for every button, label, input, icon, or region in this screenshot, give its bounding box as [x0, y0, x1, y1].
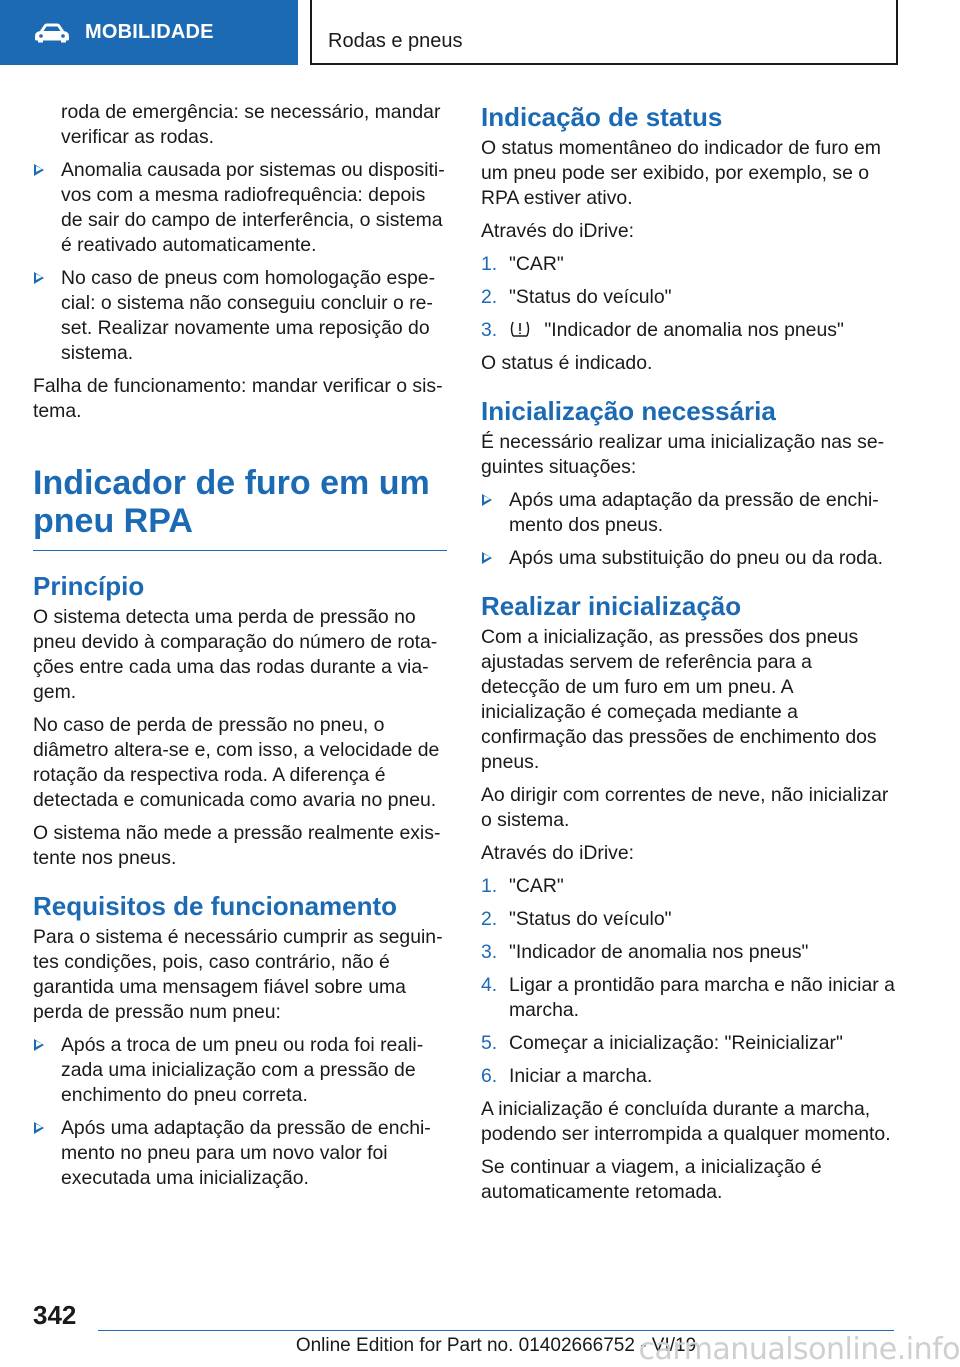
section-heading: Indicação de status — [481, 102, 723, 132]
bullet-list — [33, 158, 447, 366]
step-text: "Indicador de anomalia nos pneus" — [509, 941, 809, 963]
list-item — [481, 285, 895, 310]
list-item-text: Após a troca de um pneu ou roda foi realizada uma inicialização com a pressão de enchimento do pneu correta. — [61, 1034, 424, 1106]
paragraph: Através do iDrive: — [481, 220, 635, 242]
list-item-text: Após uma substituição do pneu ou da roda. — [509, 547, 884, 569]
numbered-list — [481, 252, 895, 343]
paragraph: Falha de funcionamento: mandar verificar o sistema. — [33, 375, 443, 422]
step-number: 2. — [481, 908, 498, 930]
list-item — [481, 940, 895, 965]
edition-note: Online Edition for Part no. 01402666752 - VI/19 — [295, 1335, 697, 1356]
bullet-triangle-icon — [34, 272, 44, 284]
bullet-triangle-icon — [34, 1039, 44, 1051]
page-number: 342 — [33, 1300, 77, 1330]
section-label: MOBILIDADE — [85, 21, 214, 43]
list-item — [481, 318, 895, 343]
list-item — [481, 488, 895, 538]
paragraph: O sistema não mede a pressão realmente existente nos pneus. — [33, 822, 441, 869]
list-item-text: Após uma adaptação da pressão de enchimento no pneu para um novo valor foi executada uma inicialização. — [61, 1117, 431, 1189]
car-icon — [33, 22, 71, 44]
step-text: "CAR" — [509, 875, 564, 897]
step-number: 3. — [481, 319, 498, 341]
page-title: Rodas e pneus — [328, 30, 463, 52]
list-item — [33, 1116, 447, 1191]
paragraph: Para o sistema é necessário cumprir as seguintes condições, pois, caso contrário, não é garantida uma mensagem fiável sobre uma perda de pressão num pneu: — [33, 926, 443, 1023]
step-number: 1. — [481, 253, 498, 275]
bullet-triangle-icon — [34, 164, 44, 176]
list-item — [481, 1064, 895, 1089]
bullet-triangle-icon — [482, 552, 492, 564]
step-number: 4. — [481, 974, 498, 996]
list-item-text: No caso de pneus com homologação especial: o sistema não conseguiu concluir o reset. Realizar novamente uma reposição do sistema. — [61, 267, 436, 364]
bullet-list — [33, 1033, 447, 1191]
section-heading: Requisitos de funcionamento — [33, 891, 398, 921]
paragraph: Ao dirigir com correntes de neve, não inicializar o sistema. — [481, 784, 889, 831]
paragraph: O status momentâneo do indicador de furo em um pneu pode ser exibido, por exemplo, se o RPA estiver ativo. — [481, 137, 881, 209]
section-heading: Realizar inicialização — [481, 591, 742, 621]
paragraph: Com a inicialização, as pressões dos pneus ajustadas servem de referência para a detecção de um furo em um pneu. A inicialização é começada mediante a confirmação das pressões de enchimento dos pneus. — [481, 626, 877, 773]
list-item — [481, 874, 895, 899]
paragraph: Se continuar a viagem, a inicialização é automaticamente retomada. — [481, 1156, 822, 1203]
numbered-list — [481, 874, 895, 1089]
paragraph: É necessário realizar uma inicialização nas seguintes situações: — [481, 431, 885, 478]
bullet-continuation: roda de emergência: se necessário, mandar verificar as rodas. — [61, 101, 441, 148]
bullet-triangle-icon — [34, 1122, 44, 1134]
step-number: 1. — [481, 875, 498, 897]
step-text: Começar a inicialização: "Reinicializar" — [509, 1032, 843, 1054]
paragraph: Através do iDrive: — [481, 842, 635, 864]
right-column — [481, 100, 895, 1213]
section-heading: Inicialização necessária — [481, 396, 776, 426]
step-text: Iniciar a marcha. — [509, 1065, 653, 1087]
list-item — [481, 546, 895, 571]
step-number: 5. — [481, 1032, 498, 1054]
step-text: "Status do veículo" — [509, 286, 672, 308]
list-item — [33, 266, 447, 366]
list-item — [33, 1033, 447, 1108]
watermark[interactable]: carmanualsonline.info — [638, 1332, 960, 1367]
step-text: "Status do veículo" — [509, 908, 672, 930]
footer-divider — [98, 1330, 894, 1331]
step-text: "CAR" — [509, 253, 564, 275]
list-item-text: Após uma adaptação da pressão de enchimento dos pneus. — [509, 489, 879, 536]
list-item-text: Anomalia causada por sistemas ou dispositivos com a mesma radiofrequência: depois de sair do campo de interferência, o sistema é reativado automaticamente. — [61, 159, 445, 256]
step-text: "Indicador de anomalia nos pneus" — [544, 319, 844, 341]
left-column — [33, 100, 447, 1199]
step-text: Ligar a prontidão para marcha e não iniciar a marcha. — [509, 974, 895, 1021]
section-heading: Princípio — [33, 571, 145, 601]
list-item — [33, 158, 447, 258]
paragraph: O sistema detecta uma perda de pressão no pneu devido à comparação do número de rotações entre cada uma das rodas durante a viagem. — [33, 606, 438, 703]
bullet-list — [481, 488, 895, 571]
step-number: 2. — [481, 286, 498, 308]
paragraph: No caso de perda de pressão no pneu, o diâmetro altera-se e, com isso, a velocidade de rotação da respectiva roda. A diferença é detectada e comunicada como avaria no pneu. — [33, 714, 440, 811]
list-item — [481, 973, 895, 1023]
step-number: 6. — [481, 1065, 498, 1087]
list-item — [481, 1031, 895, 1056]
list-item — [481, 907, 895, 932]
step-number: 3. — [481, 941, 498, 963]
list-item — [481, 252, 895, 277]
page-header — [310, 0, 898, 65]
chapter-heading: Indicador de furo em um pneu RPA — [33, 464, 447, 551]
paragraph: O status é indicado. — [481, 352, 653, 374]
paragraph: A inicialização é concluída durante a marcha, podendo ser interrompida a qualquer momento. — [481, 1098, 891, 1145]
bullet-triangle-icon — [482, 494, 492, 506]
section-tab[interactable] — [0, 0, 298, 65]
tire-pressure-warning-icon — [509, 320, 531, 338]
